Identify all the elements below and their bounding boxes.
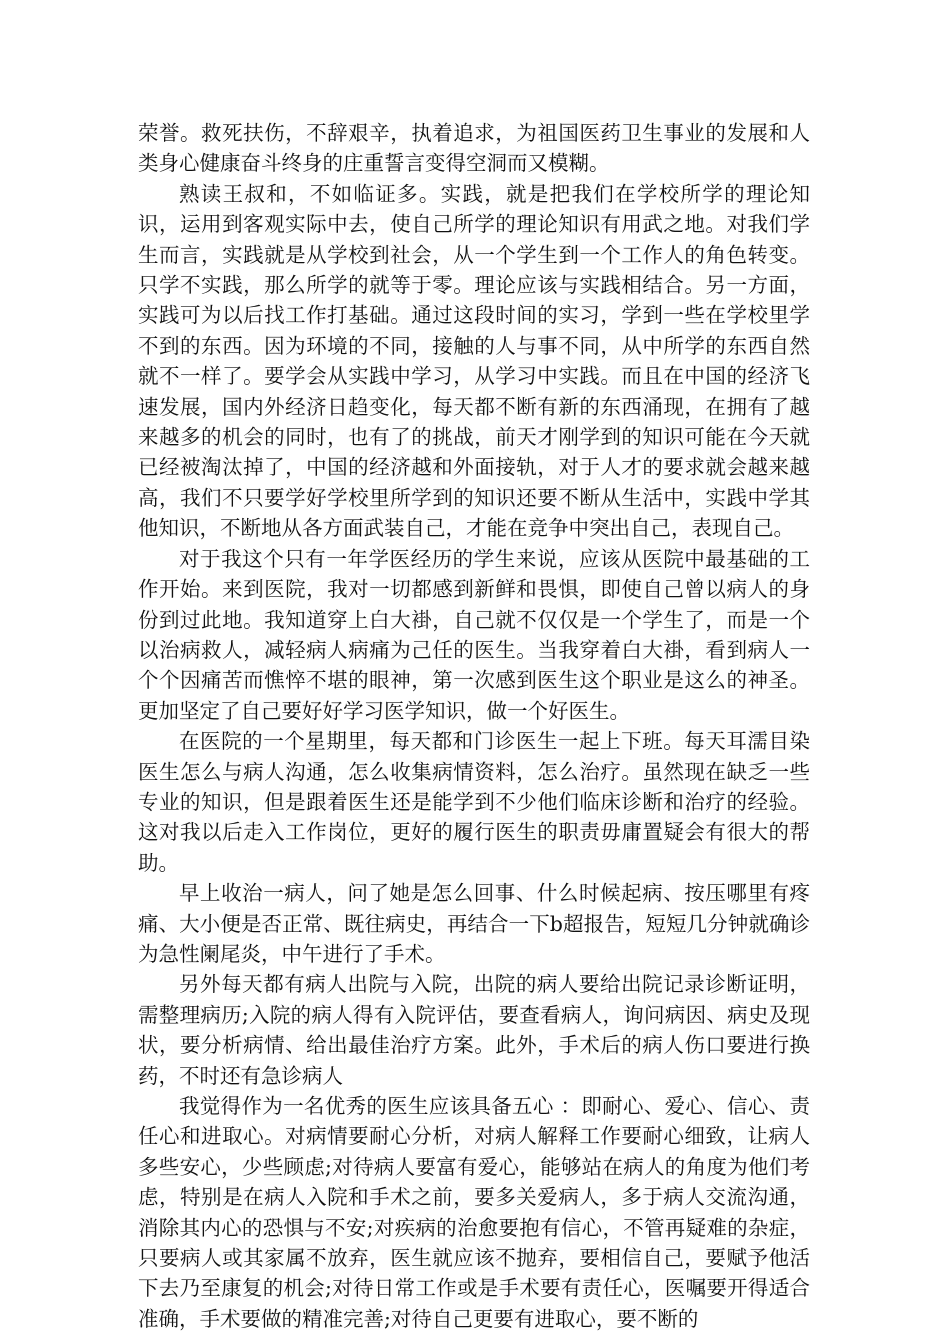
paragraph-3: 对于我这个只有一年学医经历的学生来说，应该从医院中最基础的工作开始。来到医院，我对一切都感到新鲜和畏惧，即使自己曾以病人的身份到过此地。我知道穿上白大褂，自己就不仅仅是一个学生了，而是一个以治病救人，减轻病人病痛为己任的医生。当我穿着白大褂，看到病人一个个因痛苦而憔悴不堪的眼神，第一次感到医生这个职业是这么的神圣。更加坚定了自己要好好学习医学知识，做一个好医生。 — [138, 546, 810, 723]
paragraph-7: 我觉得作为一名优秀的医生应该具备五心 ：即耐心、爱心、信心、责任心和进取心。对病情要耐心分析，对病人解释工作要耐心细致，让病人多些安心，少些顾虑;对待病人要富有爱心，能够站在病人的角度为他们考虑，特别是在病人入院和手术之前，要多关爱病人，多于病人交流沟通，消除其内心的恐惧与不安;对疾病的治愈要抱有信心，不管再疑难的杂症，只要病人或其家属不放弃，医生就应该不抛弃，要相信自己，要赋予他活下去乃至康复的机会;对待日常工作或是手术要有责任心，医嘱要开得适合准确，手术要做的精准完善;对待自己更要有进取心，要不断的 — [138, 1094, 810, 1331]
paragraph-4: 在医院的一个星期里，每天都和门诊医生一起上下班。每天耳濡目染医生怎么与病人沟通，怎么收集病情资料，怎么治疗。虽然现在缺乏一些专业的知识，但是跟着医生还是能学到不少他们临床诊断和治疗的经验。这对我以后走入工作岗位，更好的履行医生的职责毋庸置疑会有很大的帮助。 — [138, 729, 810, 875]
paragraph-5: 早上收治一病人，问了她是怎么回事、什么时候起病、按压哪里有疼痛、大小便是否正常、既往病史，再结合一下b超报告，短短几分钟就确诊为急性阑尾炎，中午进行了手术。 — [138, 881, 810, 966]
paragraph-6: 另外每天都有病人出院与入院，出院的病人要给出院记录诊断证明，需整理病历;入院的病人得有入院评估，要查看病人，询问病因、病史及现状，要分析病情、给出最佳治疗方案。此外，手术后的病人伤口要进行换药，不时还有急诊病人 — [138, 972, 810, 1088]
document-page — [138, 118, 810, 1334]
paragraph-2: 熟读王叔和，不如临证多。实践，就是把我们在学校所学的理论知识，运用到客观实际中去，使自己所学的理论知识有用武之地。对我们学生而言，实践就是从学校到社会，从一个学生到一个工作人的角色转变。只学不实践，那么所学的就等于零。理论应该与实践相结合。另一方面，实践可为以后找工作打基础。通过这段时间的实习，学到一些在学校里学不到的东西。因为环境的不同，接触的人与事不同，从中所学的东西自然就不一样了。要学会从实践中学习，从学习中实践。而且在中国的经济飞速发展，国内外经济日趋变化，每天都不断有新的东西涌现，在拥有了越来越多的机会的同时，也有了的挑战，前天才刚学到的知识可能在今天就已经被淘汰掉了，中国的经济越和外面接轨，对于人才的要求就会越来越高，我们不只要学好学校里所学到的知识还要不断从生活中，实践中学其他知识，不断地从各方面武装自己，才能在竞争中突出自己，表现自己。 — [138, 181, 810, 541]
paragraph-1: 荣誉。救死扶伤，不辞艰辛，执着追求，为祖国医药卫生事业的发展和人类身心健康奋斗终身的庄重誓言变得空洞而又模糊。 — [138, 121, 810, 176]
